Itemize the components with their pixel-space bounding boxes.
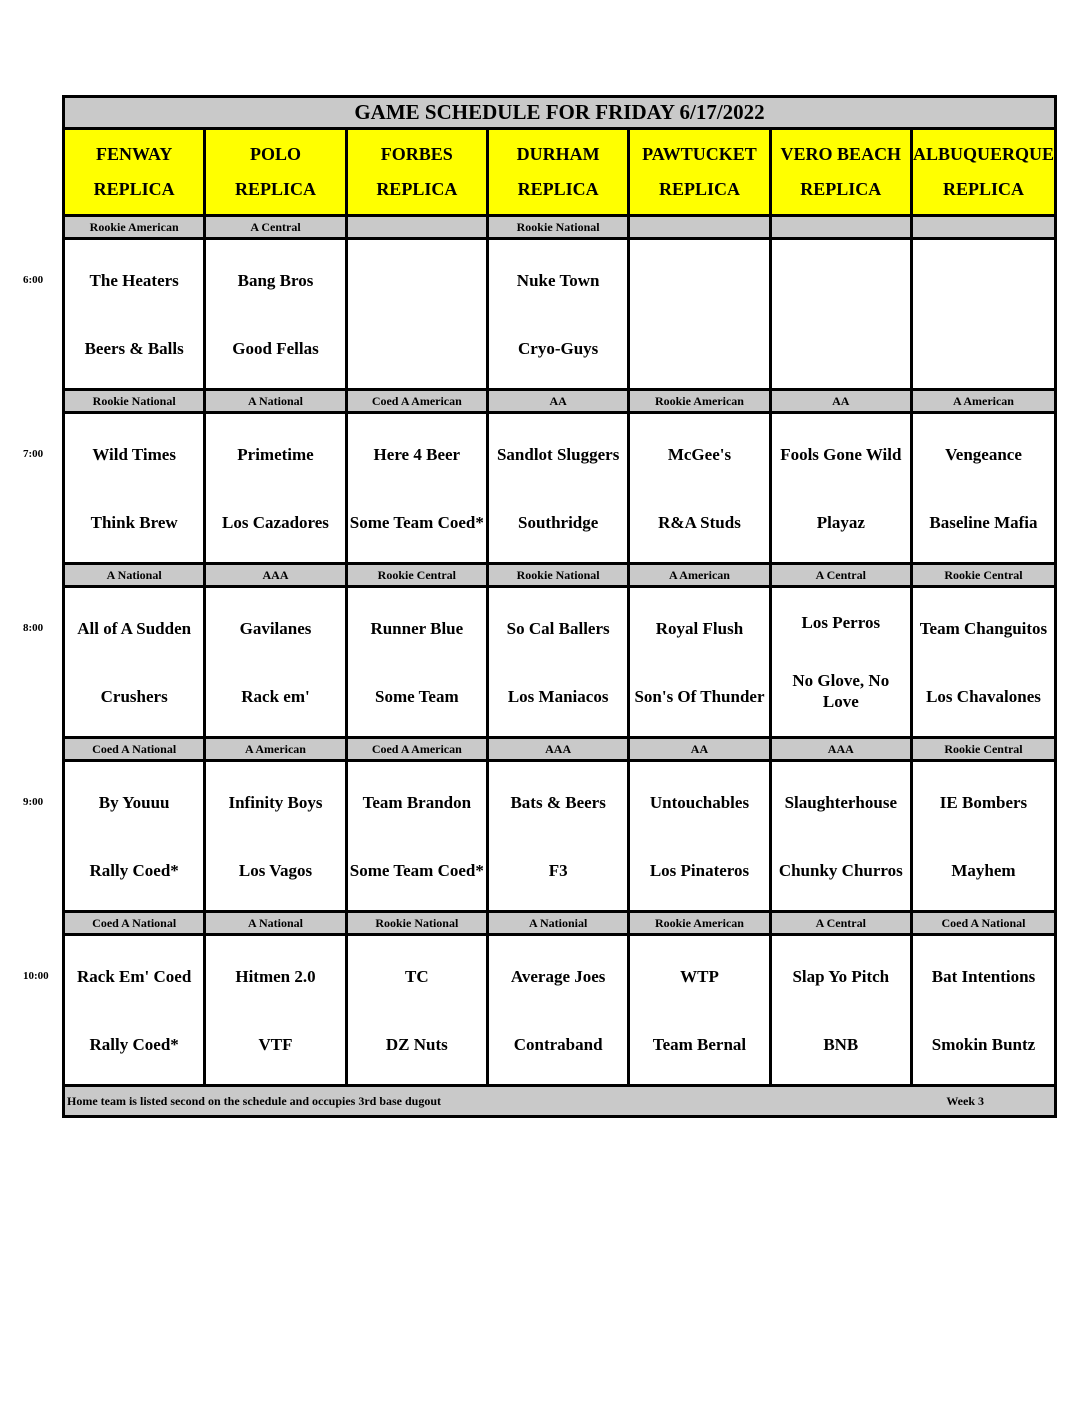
field-header — [348, 127, 489, 217]
game-cell — [348, 588, 489, 739]
division-label: Rookie Central — [913, 739, 1057, 762]
home-team: VTF — [258, 1034, 293, 1054]
away-team: Slaughterhouse — [784, 792, 898, 812]
division-label: Rookie National — [489, 217, 630, 240]
division-label: Coed A National — [65, 739, 206, 762]
away-team: Bats & Beers — [510, 792, 606, 812]
game-cell — [23, 240, 206, 391]
field-name: FENWAY — [95, 144, 173, 164]
home-team: R&A Studs — [658, 512, 741, 532]
game-cell — [913, 240, 1057, 391]
away-team: Here 4 Beer — [373, 444, 461, 464]
away-team: Bang Bros — [237, 270, 314, 290]
away-team: Sandlot Sluggers — [496, 444, 620, 464]
game-cell — [772, 240, 913, 391]
away-team: Primetime — [237, 444, 314, 464]
division-label: A American — [913, 391, 1057, 414]
division-label: Rookie Central — [913, 565, 1057, 588]
field-subtitle: REPLICA — [234, 179, 316, 199]
away-team: All of A Sudden — [77, 618, 192, 638]
time-label: 10:00 — [23, 970, 49, 982]
field-name: POLO — [249, 144, 301, 164]
field-subtitle: REPLICA — [658, 179, 740, 199]
home-team: DZ Nuts — [385, 1034, 448, 1054]
division-label: AA — [489, 391, 630, 414]
home-team: Los Maniacos — [507, 686, 609, 706]
home-team: Los Pinateros — [649, 860, 750, 880]
field-subtitle: REPLICA — [376, 179, 458, 199]
footer-note: Home team is listed second on the schedule and occupies 3rd base dugout — [67, 1093, 442, 1108]
home-team: F3 — [548, 860, 568, 880]
schedule-title: GAME SCHEDULE FOR FRIDAY 6/17/2022 — [62, 95, 1057, 127]
game-cell — [913, 936, 1057, 1087]
away-team: By Youuu — [98, 792, 170, 812]
field-name: VERO BEACH — [780, 144, 902, 164]
field-name: DURHAM — [516, 144, 600, 164]
home-team: Los Vagos — [238, 860, 313, 880]
field-header — [206, 127, 347, 217]
home-team: Mayhem — [951, 860, 1016, 880]
division-label — [913, 217, 1057, 240]
away-team: IE Bombers — [939, 792, 1028, 812]
game-cell — [489, 936, 630, 1087]
game-cell — [206, 588, 347, 739]
game-cell — [489, 240, 630, 391]
division-label: AAA — [772, 739, 913, 762]
home-team: Some Team — [375, 686, 459, 706]
game-cell — [23, 762, 206, 913]
away-team: TC — [405, 966, 429, 986]
field-header — [65, 127, 206, 217]
home-team: Good Fellas — [232, 338, 319, 358]
division-label: Coed A National — [65, 913, 206, 936]
away-team: Vengeance — [945, 444, 1022, 464]
away-team: Hitmen 2.0 — [235, 966, 316, 986]
division-label — [630, 217, 771, 240]
division-label: A National — [65, 565, 206, 588]
time-label: 9:00 — [23, 796, 44, 808]
away-team: Rack Em' Coed — [77, 966, 192, 986]
field-subtitle: REPLICA — [93, 179, 175, 199]
division-label: Coed A National — [913, 913, 1057, 936]
away-team: The Heaters — [89, 270, 179, 290]
game-cell — [23, 588, 206, 739]
field-header — [913, 127, 1057, 217]
home-team: BNB — [823, 1034, 859, 1054]
away-team: Untouchables — [649, 792, 750, 812]
division-label: A American — [206, 739, 347, 762]
home-team: Los Chavalones — [926, 686, 1041, 706]
game-cell — [772, 414, 913, 565]
game-cell — [348, 414, 489, 565]
game-cell — [913, 762, 1057, 913]
game-cell — [489, 414, 630, 565]
field-name: PAWTUCKET — [642, 144, 757, 164]
home-team: Son's Of Thunder — [634, 686, 765, 706]
division-label: A Central — [206, 217, 347, 240]
division-label: Rookie National — [65, 391, 206, 414]
home-team: Rally Coed* — [89, 1034, 179, 1054]
game-cell — [489, 588, 630, 739]
home-team: Cryo-Guys — [518, 338, 599, 358]
time-label: 8:00 — [23, 622, 44, 634]
field-header — [489, 127, 630, 217]
field-subtitle: REPLICA — [800, 179, 882, 199]
home-team: Rack em' — [241, 686, 310, 706]
field-name: FORBES — [380, 144, 453, 164]
game-cell — [348, 936, 489, 1087]
field-header — [772, 127, 913, 217]
away-team: Bat Intentions — [931, 966, 1036, 986]
division-label: Rookie American — [630, 391, 771, 414]
away-team: WTP — [680, 966, 719, 986]
home-team: Contraband — [513, 1034, 603, 1054]
home-team: Team Bernal — [652, 1034, 747, 1054]
game-cell — [630, 240, 771, 391]
away-team: Runner Blue — [370, 618, 464, 638]
game-cell — [772, 762, 913, 913]
game-cell — [206, 762, 347, 913]
division-label: AAA — [489, 739, 630, 762]
game-cell — [630, 762, 771, 913]
away-team: Fools Gone Wild — [780, 444, 902, 464]
away-team: Team Brandon — [362, 792, 472, 812]
game-cell — [772, 588, 913, 739]
home-team: Crushers — [100, 686, 168, 706]
home-team: Smokin Buntz — [931, 1034, 1036, 1054]
game-cell — [206, 936, 347, 1087]
division-label: A Central — [772, 565, 913, 588]
home-team: Think Brew — [90, 512, 178, 532]
game-cell — [489, 762, 630, 913]
division-label: A National — [206, 391, 347, 414]
division-label: Rookie American — [630, 913, 771, 936]
time-label: 7:00 — [23, 448, 44, 460]
game-cell — [913, 414, 1057, 565]
division-label: A American — [630, 565, 771, 588]
field-subtitle: REPLICA — [942, 179, 1024, 199]
home-team: No Glove, No Love — [792, 670, 890, 711]
division-label: A Nationial — [489, 913, 630, 936]
home-team: Los Cazadores — [222, 512, 329, 532]
home-team: Beers & Balls — [84, 338, 184, 358]
division-label: A Central — [772, 913, 913, 936]
home-team: Some Team Coed* — [349, 512, 484, 532]
field-header — [630, 127, 771, 217]
home-team: Southridge — [518, 512, 599, 532]
schedule-grid — [23, 127, 1057, 1087]
division-label — [772, 217, 913, 240]
game-cell — [630, 414, 771, 565]
division-label: Rookie American — [65, 217, 206, 240]
game-cell — [206, 240, 347, 391]
game-cell — [630, 588, 771, 739]
division-label: Rookie Central — [348, 565, 489, 588]
away-team: Infinity Boys — [228, 792, 323, 812]
division-label: AA — [630, 739, 771, 762]
home-team: Playaz — [816, 512, 865, 532]
game-cell — [913, 588, 1057, 739]
division-label: Rookie National — [348, 913, 489, 936]
home-team: Baseline Mafia — [929, 512, 1038, 532]
division-label: Coed A American — [348, 391, 489, 414]
game-cell — [772, 936, 913, 1087]
away-team: Wild Times — [92, 444, 176, 464]
away-team: Slap Yo Pitch — [792, 966, 890, 986]
division-label: AAA — [206, 565, 347, 588]
division-label — [348, 217, 489, 240]
game-cell — [348, 762, 489, 913]
home-team: Some Team Coed* — [349, 860, 484, 880]
schedule-sheet — [23, 95, 1057, 1118]
division-label: Coed A American — [348, 739, 489, 762]
away-team: Los Perros — [801, 613, 881, 633]
division-label: AA — [772, 391, 913, 414]
division-label: Rookie National — [489, 565, 630, 588]
home-team: Rally Coed* — [89, 860, 179, 880]
field-name: ALBUQUERQUE — [912, 144, 1054, 164]
away-team: Nuke Town — [516, 270, 600, 290]
away-team: Average Joes — [510, 966, 606, 986]
division-label: A National — [206, 913, 347, 936]
game-cell — [348, 240, 489, 391]
game-cell — [630, 936, 771, 1087]
footer-week: Week 3 — [946, 1093, 984, 1108]
away-team: Royal Flush — [655, 618, 744, 638]
game-cell — [23, 414, 206, 565]
time-label: 6:00 — [23, 274, 44, 286]
game-cell — [23, 936, 206, 1087]
away-team: Gavilanes — [239, 618, 312, 638]
game-cell — [206, 414, 347, 565]
field-subtitle: REPLICA — [517, 179, 599, 199]
schedule-footer — [62, 1087, 1057, 1118]
away-team: McGee's — [667, 444, 732, 464]
home-team: Chunky Churros — [778, 860, 903, 880]
away-team: Team Changuitos — [919, 618, 1048, 638]
away-team: So Cal Ballers — [506, 618, 610, 638]
